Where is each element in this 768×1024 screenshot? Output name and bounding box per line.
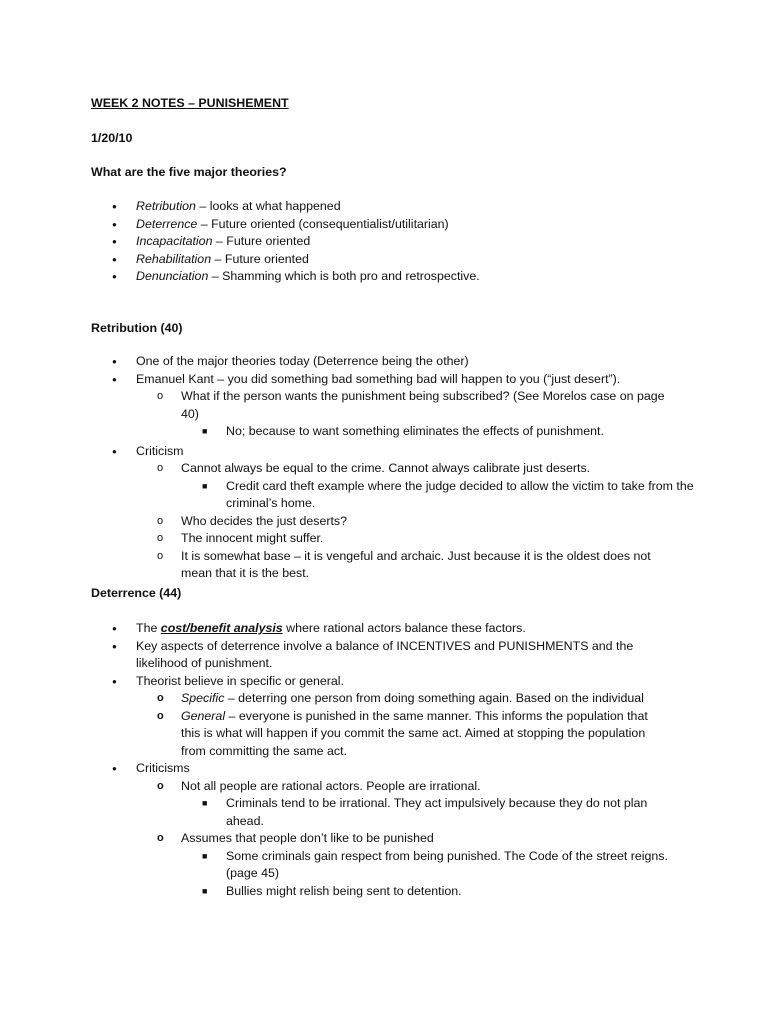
square-bullet-icon: ■ [202,426,208,436]
date: 1/20/10 [91,131,133,145]
list-item: ● Incapacitation – Future oriented [136,233,696,251]
list-item: o It is somewhat base – it is vengeful and archaic. Just because it is the oldest does not mean that it is the best. [157,548,651,580]
bullet-icon: ● [112,641,117,651]
list-item: ● Rehabilitation – Future oriented [136,251,696,269]
circle-bullet-icon: o [157,709,164,722]
circle-bullet-icon: o [157,832,164,844]
list-item: ● One of the major theories today (Deterrence being the other) [136,353,696,371]
circle-bullet-icon: o [157,779,164,792]
list-item: ● Criticism [136,443,696,461]
list-item: o Not all people are rational actors. People are irrational. [136,778,696,796]
list-item: o What if the person wants the punishment being subscribed? (See Morelos case on page 40) [157,389,665,421]
list-item: ● Retribution – looks at what happened [136,198,696,216]
circle-bullet-icon: o [157,514,164,527]
list-item: o Assumes that people don’t like to be punished [136,830,696,848]
list-item: ● The cost/benefit analysis where rational actors balance these factors. [136,620,696,638]
retribution-criticism-list [136,443,696,461]
list-item: ● Criticisms [136,760,696,778]
list-item: ■ Some criminals gain respect from being punished. The Code of the street reigns. (page 45) [202,848,668,880]
theories-list [136,198,696,286]
square-bullet-icon: ■ [202,885,208,896]
list-item: o Who decides the just deserts? [136,513,696,531]
question: What are the five major theories? [91,165,287,179]
circle-bullet-icon: o [157,532,164,544]
retribution-sublist [136,388,696,441]
list-item: ● Key aspects of deterrence involve a balance of INCENTIVES and PUNISHMENTS and the likelihood of punishment. [112,638,634,670]
retribution-heading: Retribution (40) [91,321,183,335]
circle-bullet-icon: o [157,462,164,474]
list-item: o Specific – deterring one person from doing something again. Based on the individual [136,690,696,708]
list-item: ■ Credit card theft example where the judge decided to allow the victim to take from the criminal’s home. [202,478,694,510]
square-bullet-icon: ■ [202,480,208,491]
circle-bullet-icon: o [157,390,164,402]
list-item: ● Denunciation – Shamming which is both pro and retrospective. [136,268,696,286]
list-item: ● Deterrence – Future oriented (consequentialist/utilitarian) [136,216,696,234]
circle-bullet-icon: o [157,549,164,562]
page-title: WEEK 2 NOTES – PUNISHEMENT [91,96,289,110]
list-item: o The innocent might suffer. [136,530,696,548]
bullet-icon: ● [112,676,117,686]
list-item: ■ Bullies might relish being sent to detention. [136,883,696,901]
list-item: ● Emanuel Kant – you did something bad something bad will happen to you (“just desert”). [136,371,696,389]
square-bullet-icon: ■ [202,850,208,861]
square-bullet-icon: ■ [202,798,208,808]
list-item: ■ Criminals tend to be irrational. They act impulsively because they do not plan ahead. [202,796,648,828]
bullet-icon: ● [112,764,117,773]
list-item: ● Theorist believe in specific or general. [136,673,696,691]
circle-bullet-icon: o [157,692,164,704]
deterrence-heading: Deterrence (44) [91,586,182,600]
list-item: o Cannot always be equal to the crime. Cannot always calibrate just deserts. [136,460,696,478]
list-item: ■ No; because to want something eliminates the effects of punishment. [136,423,696,441]
deterrence-list [112,620,696,900]
bullet-icon: ● [112,624,117,633]
retribution-list [136,353,696,388]
list-item: o General – everyone is punished in the same manner. This informs the population that this is what will happen if you commit the same act. Aimed at stopping the population from committing the same act. [157,708,648,758]
criticism-sublist [136,460,696,583]
